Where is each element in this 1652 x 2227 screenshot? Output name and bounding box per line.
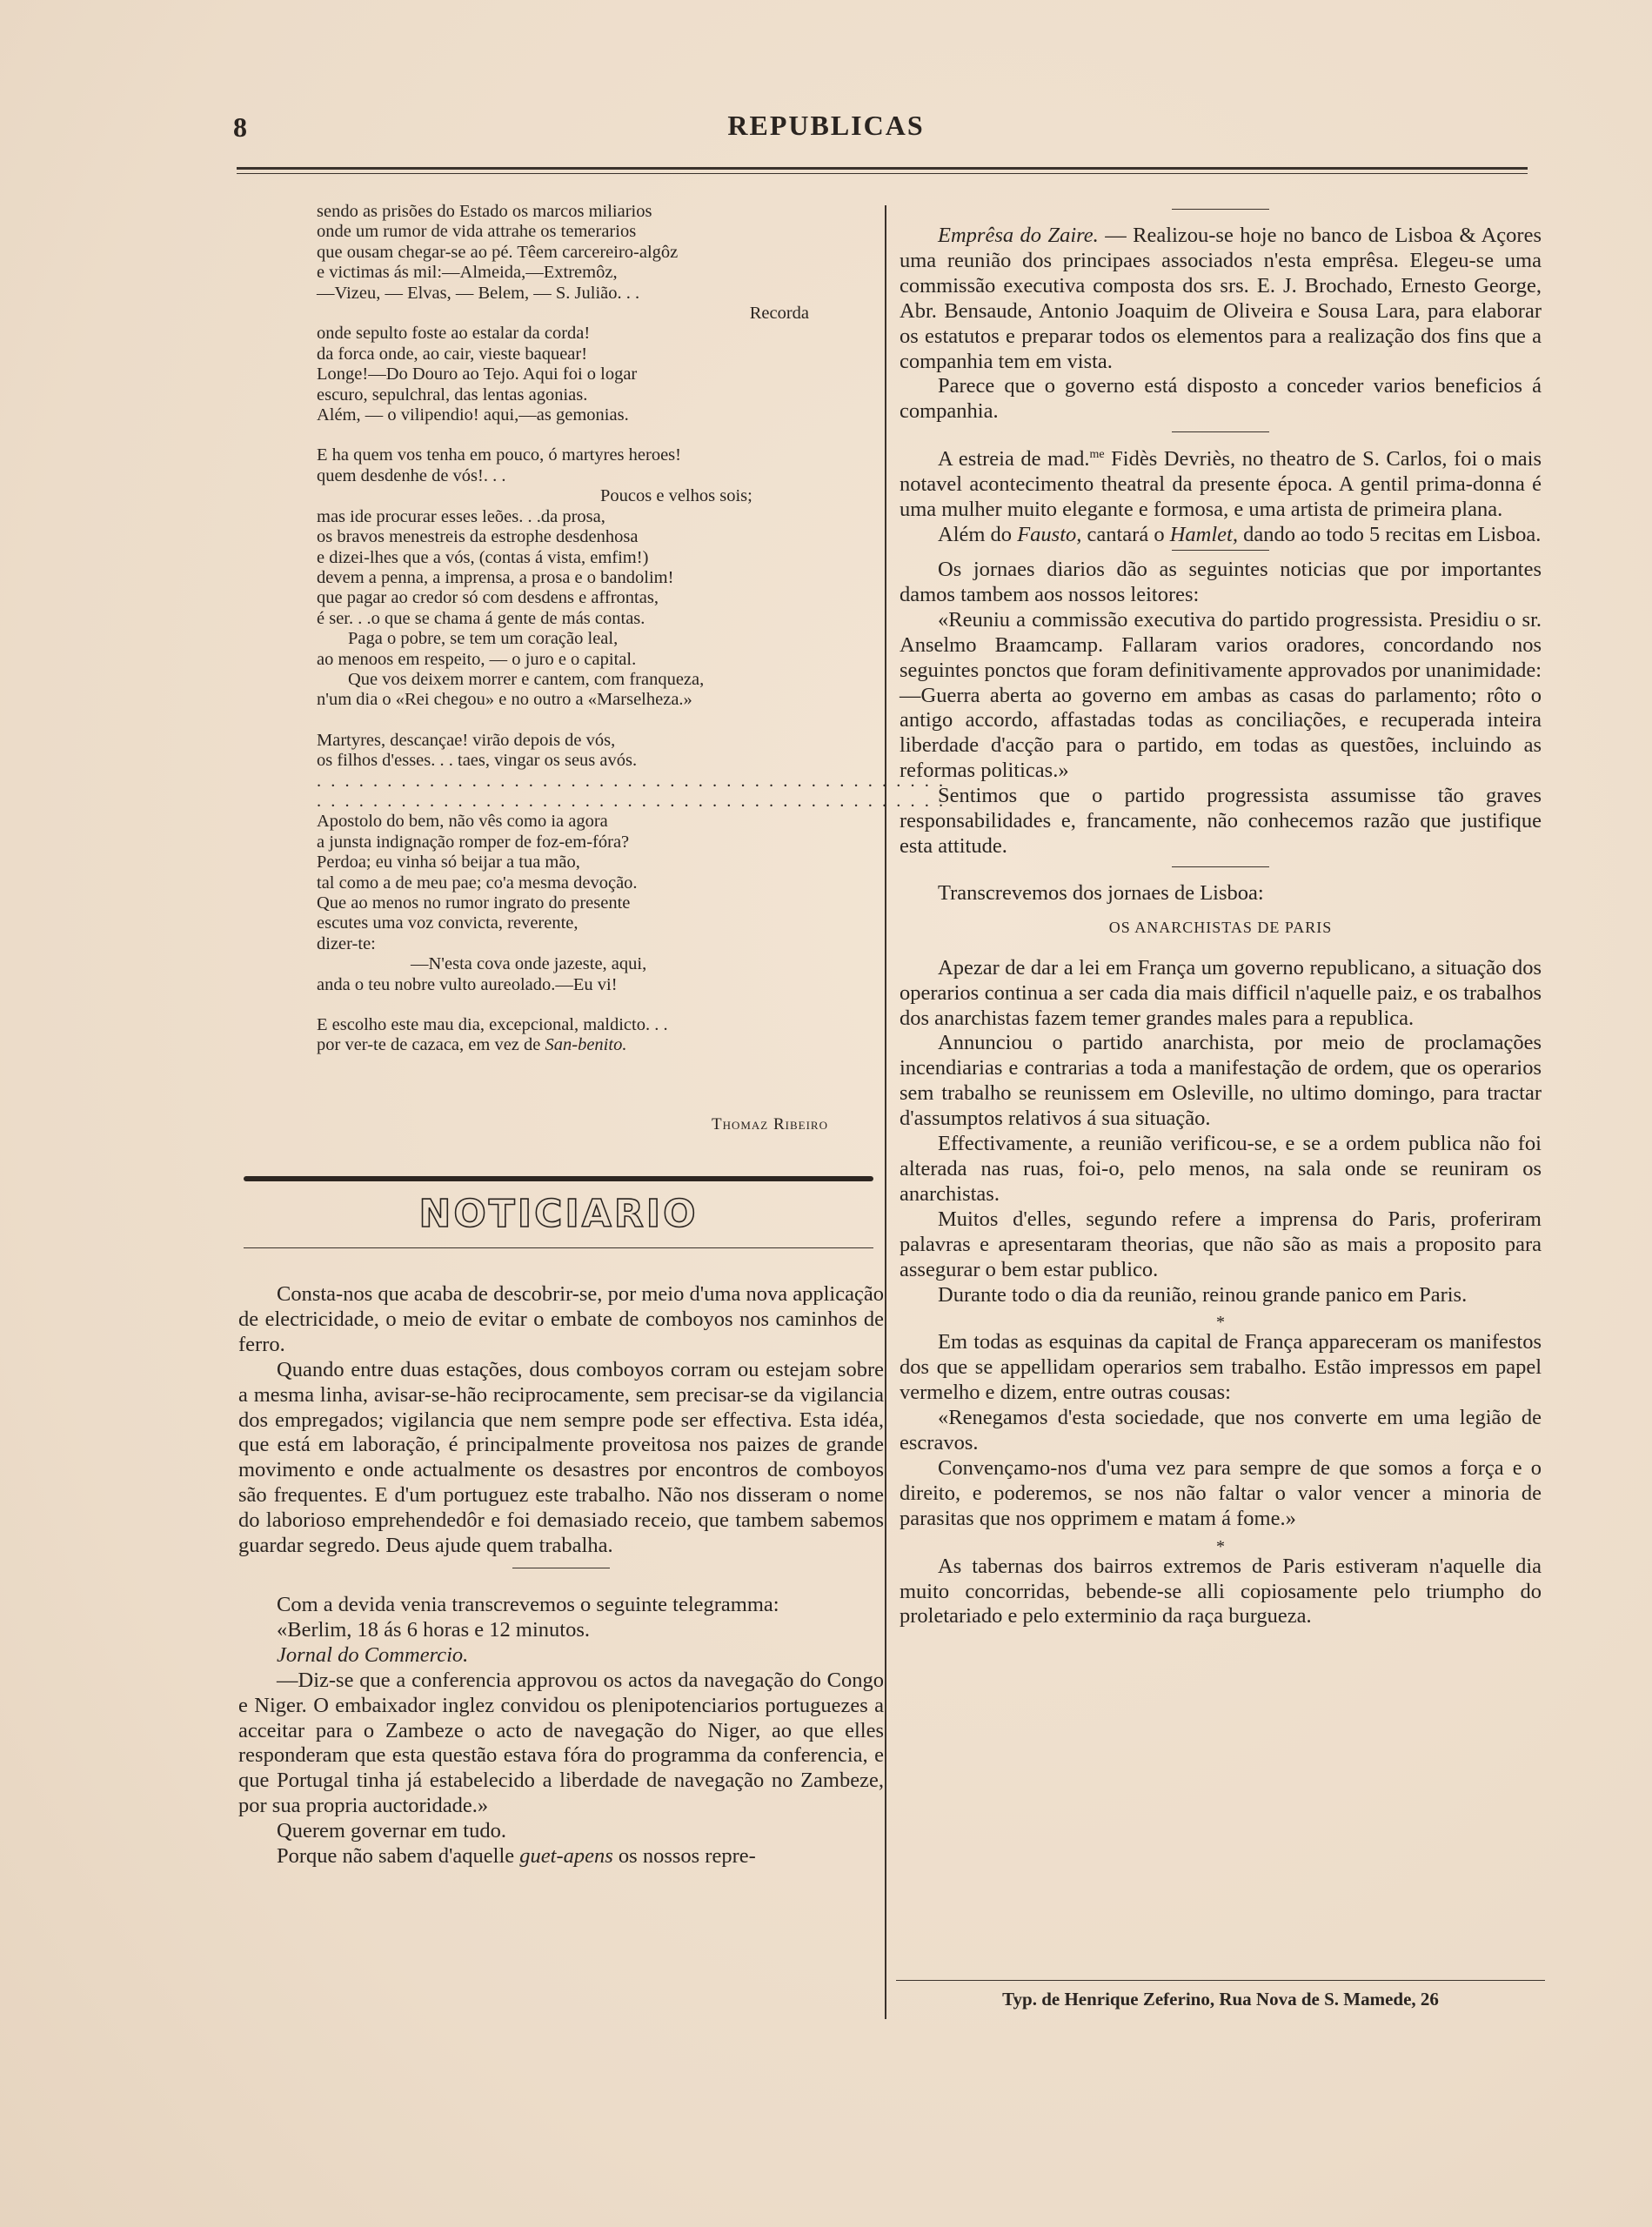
page-number: 8 — [233, 111, 247, 143]
paragraph: Querem governar em tudo. — [277, 1819, 506, 1843]
poem-line: E escolho este mau dia, excepcional, maldicto. . . — [317, 1015, 668, 1035]
paragraph: A estreia de mad.$^{me}$ Fidès Devriès, no theatro de S. Carlos, foi o mais notavel acontecimento theatral da presente época. A gentil prima-donna é uma mulher muito elegante e formosa, e uma artista de primeira plana. — [900, 447, 1542, 522]
paragraph: «Berlim, 18 ás 6 horas e 12 minutos. — [277, 1617, 590, 1642]
poem-line: n'um dia o «Rei chegou» e no outro a «Marselheza.» — [317, 690, 692, 710]
paragraph: Convençamo-nos d'uma vez para sempre de que somos a força e o direito, e poderemos, se nos não faltar o valor vencer a minoria de parasitas que nos opprimem e matam á fome.» — [900, 1455, 1542, 1530]
poem-line: Recorda — [749, 304, 809, 324]
paragraph: Emprêsa do Zaire. — Realizou-se hoje no banco de Lisboa & Açores uma reunião dos principaes associados n'esta emprêsa. Elegeu-se uma commissão executiva composta dos srs. E. J. Brochado, Ernesto George, Abr. Bensaude, Antonio Joaquim de Oliveira e Sousa Lara, para elaborar os estatutos e preparar todos os elementos para a realização dos fins que a companhia tem em vista. — [900, 224, 1542, 373]
poem-line: por ver-te de cazaca, em vez de San-benito. — [317, 1035, 627, 1055]
paragraph: Durante todo o dia da reunião, reinou grande panico em Paris. — [938, 1282, 1468, 1307]
paragraph: Parece que o governo está disposto a conceder varios beneficios á companhia. — [900, 374, 1542, 424]
poem-line: anda o teu nobre vulto aureolado.—Eu vi! — [317, 974, 618, 994]
poem-line: onde um rumor de vida attrahe os temerarios — [317, 222, 637, 242]
asterism: * — [1216, 1536, 1225, 1556]
separator — [1172, 209, 1269, 210]
poem-line: que ousam chegar-se ao pé. Têem carcereiro-algôz — [317, 242, 679, 262]
poem-line: dizer-te: — [317, 933, 376, 953]
poem-line: onde sepulto foste ao estalar da corda! — [317, 324, 591, 344]
paragraph: Além do Fausto, cantará o Hamlet, dando ao todo 5 recitas em Lisboa. — [938, 523, 1542, 547]
right-column — [900, 209, 1542, 1629]
paragraph: Muitos d'elles, segundo refere a imprensa do Paris, proferiram palavras e apresentaram theorias, que não são as mais a proposito para assegurar o bem estar publico. — [900, 1207, 1542, 1281]
poem-line: —N'esta cova onde jazeste, aqui, — [411, 954, 647, 974]
article-subheading: OS ANARCHISTAS DE PARIS — [1108, 918, 1333, 936]
separator — [1172, 550, 1269, 551]
poem-line: sendo as prisões do Estado os marcos miliarios — [317, 202, 652, 221]
poem-line: e victimas ás mil:—Almeida,—Extremôz, — [317, 263, 618, 283]
poem-line: —Vizeu, — Elvas, — Belem, — S. Julião. . . — [317, 283, 640, 303]
column-divider — [885, 205, 886, 2019]
paragraph: Com a devida venia transcrevemos o seguinte telegramma: — [277, 1592, 779, 1616]
header-rule — [237, 167, 1528, 170]
ellipsis-line: . . . . . . . . . . . . . . . . . . . . . . . . . . . . . . . . . . . . . . . . . . . . . — [317, 771, 946, 791]
paragraph: Transcrevemos dos jornaes de Lisboa: — [938, 880, 1264, 905]
section-rule — [244, 1176, 873, 1181]
poem-line: devem a penna, a imprensa, a prosa e o bandolim! — [317, 567, 674, 587]
poem-line: quem desdenhe de vós!. . . — [317, 465, 506, 485]
paragraph: Annunciou o partido anarchista, por meio de proclamações incendiarias e contrarias a toda a manifestação de ordem, que os operarios sem trabalho se reunissem em Osleville, no ultimo domingo, para tractar d'assumptos relativos á sua situação. — [900, 1031, 1542, 1131]
poem-line: os bravos menestreis da estrophe desdenhosa — [317, 527, 639, 547]
separator — [1172, 431, 1269, 432]
paragraph: Os jornaes diarios dão as seguintes noticias que por importantes damos tambem aos nossos leitores: — [900, 558, 1542, 606]
poem-line: ao menoos em respeito, — o juro e o capital. — [317, 649, 637, 669]
separator — [1172, 866, 1269, 867]
ellipsis-line: . . . . . . . . . . . . . . . . . . . . . . . . . . . . . . . . . . . . . . . . . . . . . — [317, 791, 946, 811]
poem-line: Poucos e velhos sois; — [600, 486, 752, 506]
poem-signature: Thomaz Ribeiro — [711, 1115, 828, 1134]
paragraph: Em todas as esquinas da capital de França appareceram os manifestos dos que se appellidam operarios sem trabalho. Estão impressos em papel vermelho e dizem, entre outras cousas: — [900, 1330, 1542, 1405]
paragraph: Jornal do Commercio. — [277, 1642, 469, 1667]
poem-line: os filhos d'esses. . . taes, vingar os seus avós. — [317, 751, 638, 771]
poem-line: e dizei-lhes que a vós, (contas á vista, emfim!) — [317, 547, 649, 567]
paragraph: —Diz-se que a conferencia approvou os actos da navegação do Congo e Niger. O embaixador inglez convidou os plenipotenciarios portuguezes a acceitar para o Zambeze o acto de navegação do Niger, ao que elles responderam que esta questão estava fóra do programma da conferencia, e que Portugal tinha já estabelecido a liberdade de navegação no Zambeze, por sua propria auctoridade.» — [238, 1668, 884, 1818]
poem-line: Paga o pobre, se tem um coração leal, — [348, 629, 619, 649]
poem-line: mas ide procurar esses leões. . .da prosa, — [317, 506, 605, 526]
poem-line: tal como a de meu pae; co'a mesma devoção. — [317, 873, 638, 893]
poem-line: a junsta indignação romper de foz-em-fóra? — [317, 832, 630, 852]
header-rule-thin — [237, 173, 1528, 174]
asterism: * — [1216, 1313, 1225, 1333]
poem-line: Longe!—Do Douro ao Tejo. Aqui foi o logar — [317, 364, 638, 385]
noticiario-column — [238, 1282, 884, 1869]
section-rule-thin — [244, 1247, 873, 1248]
poem-line: escutes uma voz convicta, reverente, — [317, 913, 579, 933]
poem-line: Além, — o vilipendio! aqui,—as gemonias. — [317, 405, 629, 425]
poem — [317, 202, 946, 1056]
poem-line: é ser. . .o que se chama á gente de más contas. — [317, 608, 645, 628]
paragraph: Porque não sabem d'aquelle guet-apens os nossos repre- — [277, 1844, 756, 1869]
poem-line: escuro, sepulchral, das lentas agonias. — [317, 385, 588, 405]
paragraph: «Reuniu a commissão executiva do partido progressista. Presidiu o sr. Anselmo Braamcamp. Fallaram varios oradores, concordando nos seguintes ponctos que foram definitivamente approvados por unanimidade:—Guerra aberta ao governo em ambas as casas do parlamento; rôto o antigo accordo, affastadas todas as conciliações, e recuperada inteira liberdade d'acção para o partido, em todas as questões, incluindo as reformas politicas.» — [900, 607, 1542, 783]
section-heading: NOTICIARIO — [418, 1192, 699, 1236]
paragraph: Sentimos que o partido progressista assumisse tão graves responsabilidades e, francamente, não conhecemos razão que justifique esta attitude. — [900, 784, 1542, 858]
poem-line: Apostolo do bem, não vês como ia agora — [317, 812, 608, 832]
poem-line: Que ao menos no rumor ingrato do presente — [317, 893, 631, 913]
printer-imprint: Typ. de Henrique Zeferino, Rua Nova de S. Mamede, 26 — [1002, 1989, 1439, 2010]
poem-line: da forca onde, ao cair, vieste baquear! — [317, 344, 588, 364]
paragraph: Effectivamente, a reunião verificou-se, e se a ordem publica não foi alterada nas ruas, foi-o, pelo menos, na sala onde se reuniram os anarchistas. — [900, 1132, 1542, 1206]
paragraph: Apezar de dar a lei em França um governo republicano, a situação dos operarios continua a ser cada dia mais difficil n'aquelle paiz, e os trabalhos dos anarchistas fazem temer grandes males para a republica. — [900, 955, 1542, 1030]
paragraph: Consta-nos que acaba de descobrir-se, por meio d'uma nova applicação de electricidade, o meio de evitar o embate de comboyos nos caminhos de ferro. — [238, 1282, 884, 1356]
poem-line: que pagar ao credor só com desdens e affrontas, — [317, 588, 659, 608]
paragraph: Quando entre duas estações, dous comboyos corram ou estejam sobre a mesma linha, avisar-se-hão reciprocamente, sem precisar-se da vigilancia dos empregados; vigilancia que nem sempre pode ser effectiva. Esta idéa, que está em laboração, é principalmente proveitosa nos paizes de grande movimento e onde actualmente os desastres por encontros de comboyos são frequentes. E d'um portuguez este trabalho. Não nos disseram o nome do laborioso emprehendedôr e foi demasiado receio, que tambem sabemos guardar segredo. Deus ajude quem trabalha. — [238, 1357, 884, 1558]
poem-line: Perdoa; eu vinha só beijar a tua mão, — [317, 853, 580, 873]
masthead-title: REPUBLICAS — [727, 110, 925, 141]
poem-line: Que vos deixem morrer e cantem, com franqueza, — [348, 669, 705, 689]
footer-rule — [896, 1980, 1545, 1981]
poem-line: Martyres, descançae! virão depois de vós, — [317, 730, 616, 750]
poem-line: E ha quem vos tenha em pouco, ó martyres heroes! — [317, 445, 681, 465]
paragraph: «Renegamos d'esta sociedade, que nos converte em uma legião de escravos. — [900, 1406, 1542, 1455]
paragraph: As tabernas dos bairros extremos de Paris estiveram n'aquelle dia muito concorridas, bebende-se alli copiosamente pelo triumpho do proletariado e pelo exterminio da raça burgueza. — [900, 1554, 1542, 1628]
